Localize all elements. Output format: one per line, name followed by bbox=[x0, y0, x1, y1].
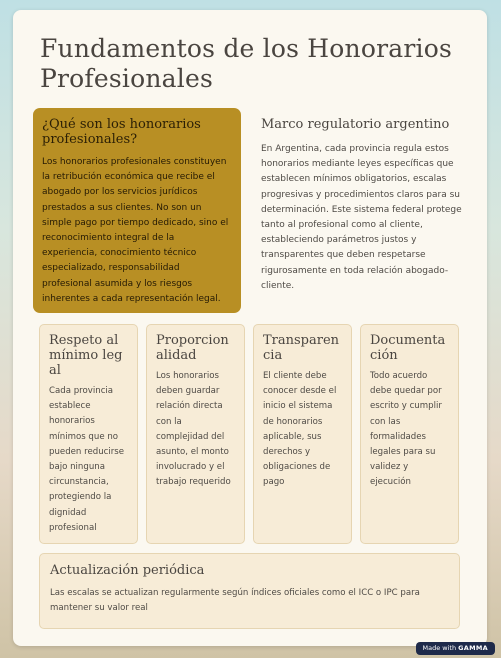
intro-body: Los honorarios profesionales constituyen la retribución económica que recibe el abogado por los servicios jurídicos prestados a sus clientes. No son un simple pago por tiempo dedicado, sino el reconocimiento integral de la experiencia, conocimiento técnico especializado, responsabilidad profesional asumida y los riesgos inherentes a cada representación legal. bbox=[42, 157, 229, 304]
content-card bbox=[13, 10, 487, 646]
principle-card-proporcionalidad bbox=[146, 324, 245, 544]
update-card bbox=[39, 553, 460, 629]
principle-heading: Proporcionalidad bbox=[156, 333, 229, 363]
marco-heading: Marco regulatorio argentino bbox=[261, 117, 450, 132]
marco-body: En Argentina, cada provincia regula estos honorarios mediante leyes específicas que establecen mínimos obligatorios, escalas progresivas y procedimientos claros para su determinación. Este sistema federal protege tanto al profesional como al cliente, estableciendo parámetros justos y transparentes que deben respetarse rigurosamente en toda relación abogado-cliente. bbox=[261, 144, 462, 291]
page-title: Fundamentos de los Honorarios Profesionales bbox=[40, 34, 452, 93]
gamma-logo: GAMMA bbox=[458, 644, 488, 652]
intro-heading: ¿Qué son los honorarios profesionales? bbox=[42, 117, 201, 147]
badge-prefix: Made with bbox=[422, 644, 457, 652]
principle-body: El cliente debe conocer desde el inicio el sistema de honorarios aplicable, sus derechos y obligaciones de pago bbox=[263, 371, 337, 488]
principle-heading: Respeto al mínimo legal bbox=[49, 333, 123, 378]
principle-heading: Documentación bbox=[370, 333, 446, 363]
principle-card-transparencia bbox=[253, 324, 352, 544]
update-body: Las escalas se actualizan regularmente según índices oficiales como el ICC o IPC para mantener su valor real bbox=[50, 588, 420, 614]
principle-card-minimo bbox=[39, 324, 138, 544]
marco-section bbox=[261, 117, 471, 294]
made-with-gamma-badge[interactable] bbox=[416, 642, 496, 655]
principle-body: Cada provincia establece honorarios mínimos que no pueden reducirse bajo ninguna circunstancia, protegiendo la dignidad profesional bbox=[49, 386, 125, 533]
intro-card bbox=[33, 108, 241, 313]
principle-body: Los honorarios deben guardar relación directa con la complejidad del asunto, el monto involucrado y el trabajo requerido bbox=[156, 371, 231, 488]
principle-heading: Transparencia bbox=[263, 333, 340, 363]
update-heading: Actualización periódica bbox=[50, 563, 205, 578]
principle-body: Todo acuerdo debe quedar por escrito y cumplir con las formalidades legales para su validez y ejecución bbox=[370, 371, 442, 488]
principle-card-documentacion bbox=[360, 324, 459, 544]
